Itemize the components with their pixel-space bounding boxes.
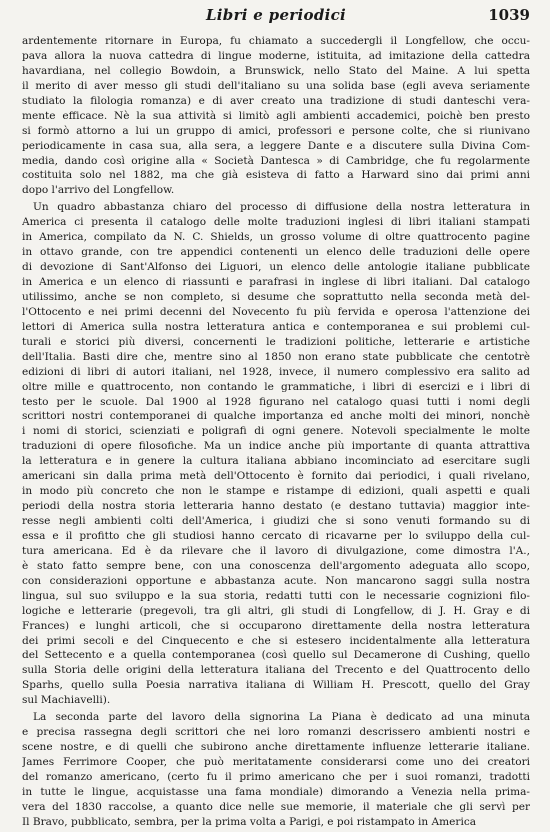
text-line: utilissimo, anche se non completo, si desume che soprattutto nella seconda metà del-	[22, 290, 530, 303]
text-line: America ci presenta il catalogo delle molte traduzioni inglesi di libri italiani stampati	[22, 216, 530, 229]
text-line: La seconda parte del lavoro della signorina La Piana è dedicato ad una minuta	[33, 711, 530, 724]
text-line: Frances) e lunghi articoli, che si occuparono direttamente della nostra letteratura	[22, 619, 530, 632]
text-line: scrittori nostri contemporanei di qualche importanza ed anche molti dei minori, nonchè	[22, 410, 530, 423]
text-line: i nomi di storici, scienziati e poligrafi di ogni genere. Notevoli specialmente le molte	[22, 425, 530, 438]
running-title: Libri e periodici	[205, 6, 347, 24]
text-line: in America e un elenco di riassunti e parafrasi in inglese di libri italiani. Dal catalogo	[22, 276, 530, 288]
text-line: costituita solo nel 1882, ma che già esisteva di fatto a Harward sino dai primi anni	[22, 169, 530, 182]
text-line: lettori di America sulla nostra letteratura antica e contemporanea e sui problemi cul-	[22, 320, 530, 333]
text-line: essa e il profitto che gli studiosi hanno cercato di ricavarne per lo sviluppo della cul-	[22, 529, 530, 542]
text-line: la letteratura e in genere la cultura italiana abbiano incominciato ad esercitare sugli	[22, 455, 530, 468]
text-line: tura americana. Ed è da rilevare che il lavoro di divulgazione, come dimostra l'A.,	[22, 544, 530, 557]
text-line: dei primi secoli e del Cinquecento e che si estesero incidentalmente alla letteratura	[22, 634, 530, 647]
text-line: sul Machiavelli).	[22, 694, 111, 707]
paragraph	[22, 200, 530, 708]
text-line: resse negli ambienti colti dell'America, i giudizi che si sono venuti formando su di	[22, 515, 530, 527]
text-line: Sparhs, quello sulla Poesia narrativa italiana di William H. Prescott, quello del Gray	[22, 679, 530, 692]
text-line: periodi della nostra storia letteraria hanno destato (e destano tuttavia) maggior inte-	[22, 500, 530, 513]
text-line: vera del 1830 raccolse, a quanto dice nelle sue memorie, il materiale che gli servì per	[22, 800, 530, 813]
text-line: edizioni di libri di autori italiani, nel 1928, invece, il numero complessivo era salito ad	[22, 365, 530, 378]
text-line: in tutte le lingue, acquistasse una fama mondiale) dimorando a Venezia nella prima-	[22, 785, 530, 798]
text-line: Il Bravo, pubblicato, sembra, per la prima volta a Parigi, e poi ristampato in America	[22, 815, 477, 828]
text-line: di devozione di Sant'Alfonso dei Liguori, un elenco delle antologie italiane pubblicate	[22, 261, 530, 274]
text-line: traduzioni di opere filosofiche. Ma un indice anche più importante di quanta attrattiva	[22, 440, 530, 453]
text-line: in ottavo grande, con tre appendici contenenti un elenco delle traduzioni delle opere	[22, 246, 530, 259]
text-line: del romanzo americano, (certo fu il primo americano che per i suoi romanzi, tradotti	[22, 770, 530, 783]
text-line: lingua, sul suo sviluppo e la sua storia, redatti tutti con le necessarie cognizioni filo-	[22, 589, 530, 602]
text-line: pava allora la nuova cattedra di lingue moderne, istituita, ad imitazione della cattedra	[22, 49, 530, 62]
text-line: con considerazioni opportune e abbastanza acute. Non mancarono saggi sulla nostra	[22, 574, 530, 587]
text-line: in America, compilato da N. C. Shields, un grosso volume di oltre quattrocento pagine	[22, 231, 530, 244]
text-line: ardentemente ritornare in Europa, fu chiamato a succedergli il Longfellow, che occu-	[22, 35, 530, 47]
text-line: media, dando così origine alla « Società Dantesca » di Cambridge, che fu regolarmente	[22, 154, 530, 167]
paragraph	[22, 710, 530, 830]
text-line: si formò attorno a lui un gruppo di amici, professori e persone colte, che si riunivano	[22, 124, 530, 137]
paragraph	[22, 34, 530, 198]
text-line: è stato fatto sempre bene, con una conoscenza dell'argomento adeguata allo scopo,	[22, 559, 530, 572]
text-line: turali e storici più diversi, concernenti le tradizioni politiche, letterarie e artistiche	[22, 335, 530, 348]
text-line: Un quadro abbastanza chiaro del processo di diffusione della nostra letteratura in	[33, 201, 530, 214]
text-line: il merito di aver messo gli studi dell'italiano su una solida base (egli aveva seriamente	[22, 79, 530, 92]
text-line: testo per le scuole. Dal 1900 al 1928 figurano nel catalogo quasi tutti i nomi degli	[22, 395, 530, 408]
text-line: oltre mille e quattrocento, non contando le grammatiche, i libri di esercizi e i libri di	[22, 380, 530, 393]
text-line: l'Ottocento e nei primi decenni del Novecento fu più fervida e operosa l'attenzione dei	[22, 305, 530, 318]
text-line: dopo l'arrivo del Longfellow.	[22, 184, 175, 197]
text-line: studiato la filologia romanza) e di aver creato una tradizione di studi danteschi vera-	[22, 94, 530, 107]
text-line: sulla Storia delle origini della letteratura italiana del Trecento e del Quattrocento dello	[22, 664, 530, 677]
text-line: havardiana, nel collegio Bowdoin, a Brunswick, nello Stato del Maine. A lui spetta	[22, 64, 530, 77]
text-line: James Ferrimore Cooper, che può meritatamente considerarsi come uno dei creatori	[22, 756, 530, 768]
text-line: logiche e letterarie (pregevoli, tra gli altri, gli studi di Longfellow, di J. H. Gray e di	[22, 604, 530, 617]
text-line: dell'Italia. Basti dire che, mentre sino al 1850 non erano state pubblicate che centotrè	[22, 350, 530, 363]
text-line: periodicamente in casa sua, alla sera, a leggere Dante e a discutere sulla Divina Com-	[22, 139, 530, 152]
running-header	[22, 6, 530, 28]
text-line: americani sin dalla prima metà dell'Ottocento è fornito dai periodici, i quali rivelano,	[22, 470, 530, 483]
article-body	[22, 34, 530, 832]
text-line: e precisa rassegna degli scrittori che nei loro romanzi descrissero ambienti nostri e	[22, 726, 530, 739]
page-number: 1039	[488, 6, 530, 24]
text-line: mente efficace. Nè la sua attività si limitò agli ambienti accademici, poichè ben presto	[22, 109, 530, 122]
text-line: del Settecento e a quella contemporanea (così quello sul Decamerone di Cushing, quello	[22, 649, 530, 662]
text-line: in modo più concreto che non le stampe e ristampe di edizioni, quali aspetti e quali	[22, 485, 530, 498]
text-line: scene nostre, e di quelli che subirono anche direttamente influenze letterarie italiane.	[22, 741, 530, 754]
